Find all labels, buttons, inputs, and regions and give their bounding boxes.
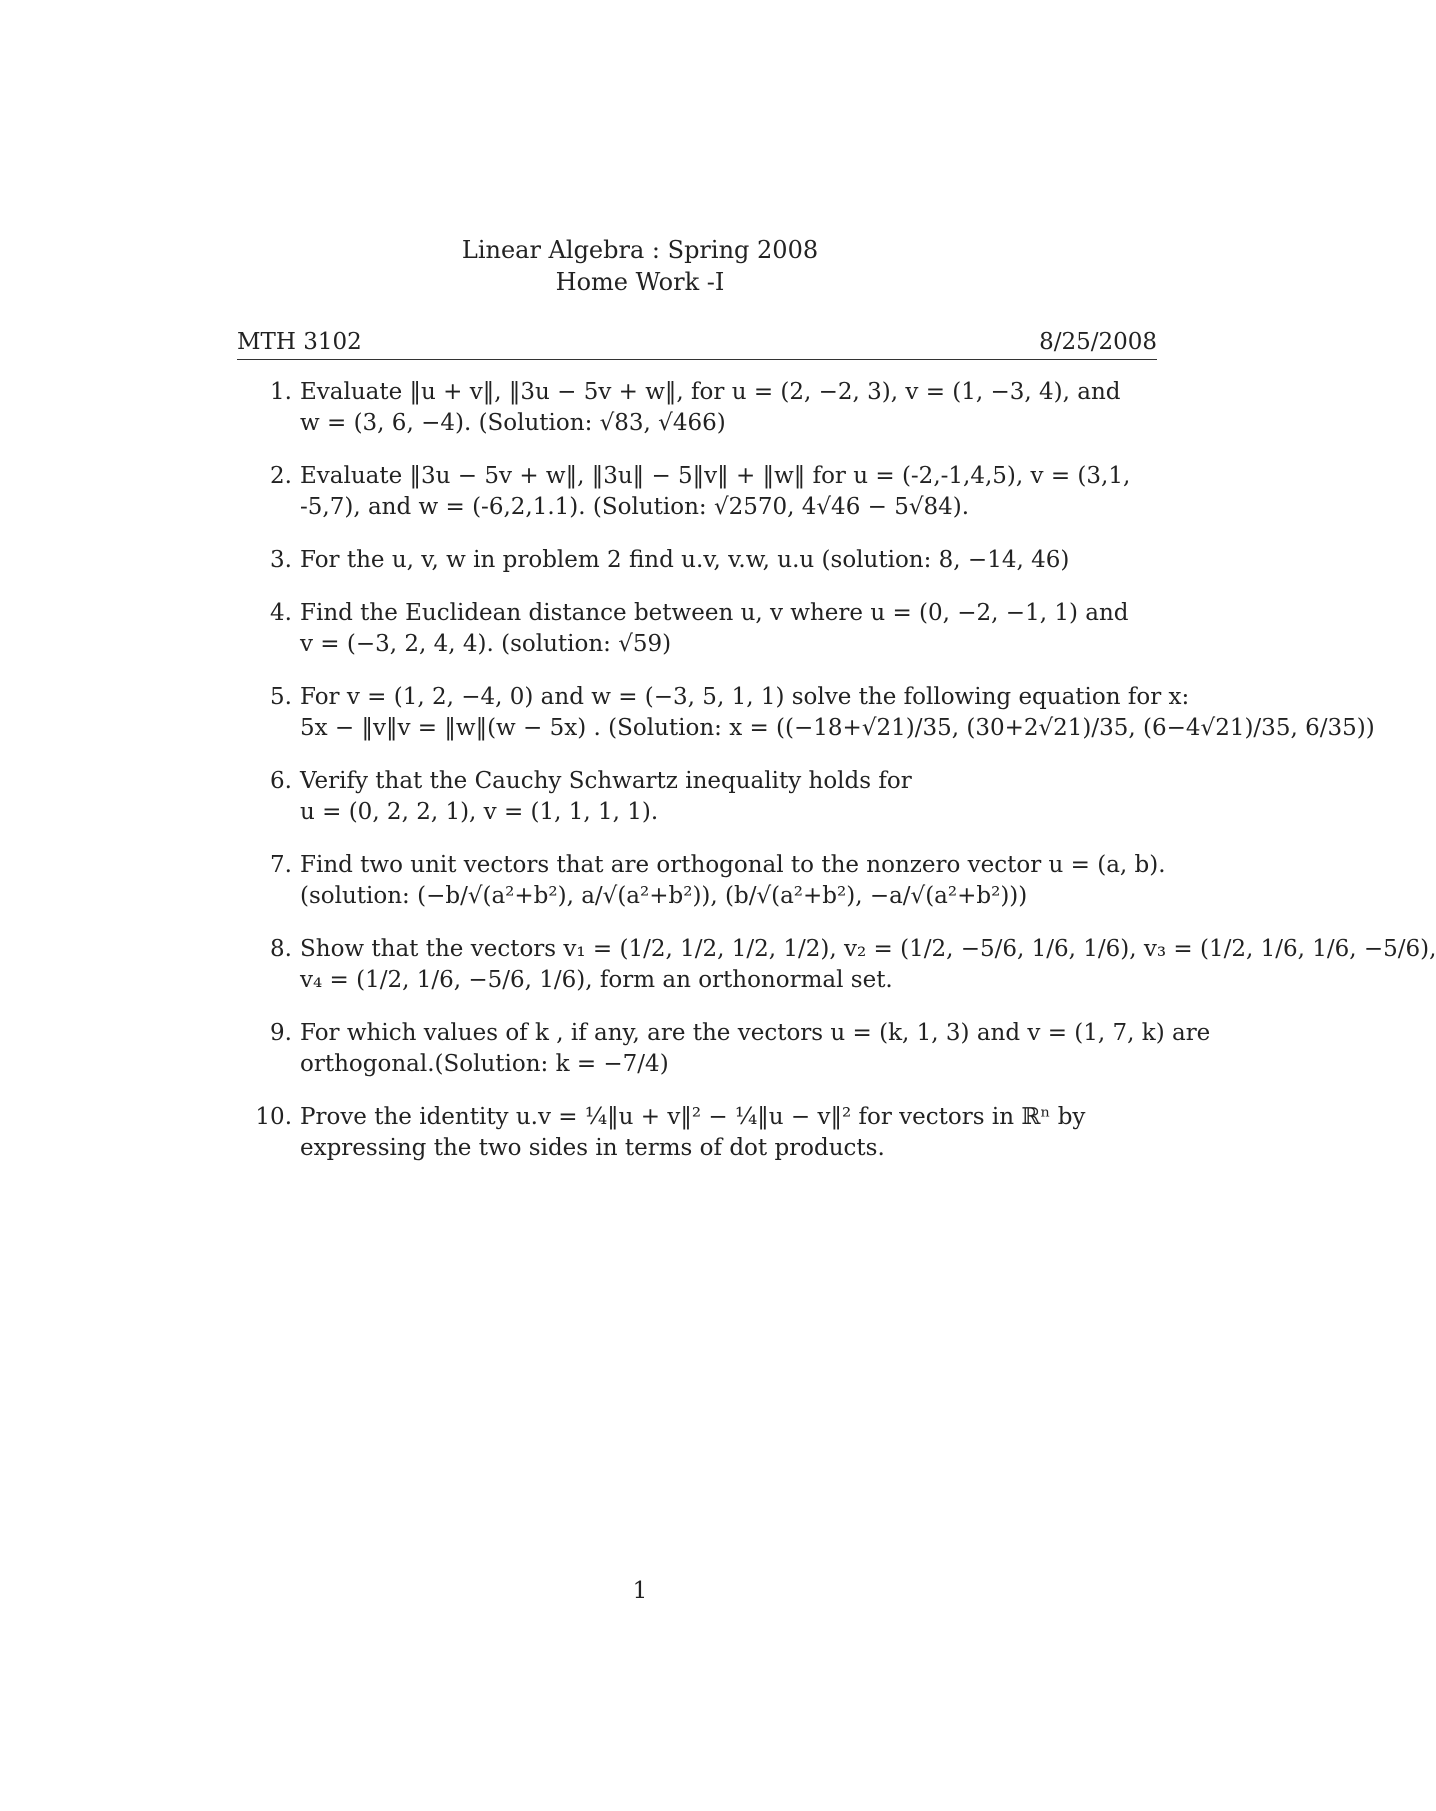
problem-text-line: Verify that the Cauchy Schwartz inequality holds for bbox=[300, 768, 912, 794]
problem-number: 2. bbox=[270, 463, 292, 489]
problem-text-line: Show that the vectors v₁ = (1/2, 1/2, 1/2, 1/2), v₂ = (1/2, −5/6, 1/6, 1/6), v₃ = (1/2, 1/6, 1/6, −5/6), bbox=[300, 936, 1436, 962]
problem-text-line: Evaluate ‖u + v‖, ‖3u − 5v + w‖, for u = (2, −2, 3), v = (1, −3, 4), and bbox=[300, 379, 1121, 405]
document-title bbox=[0, 234, 1280, 298]
header-row bbox=[237, 327, 1157, 360]
problem-text-line: Find two unit vectors that are orthogonal to the nonzero vector u = (a, b). bbox=[300, 852, 1166, 878]
problem-9 bbox=[252, 1018, 1211, 1080]
problem-number: 9. bbox=[270, 1020, 292, 1046]
problem-text-line: Prove the identity u.v = ¼‖u + v‖² − ¼‖u − v‖² for vectors in ℝⁿ by bbox=[300, 1104, 1086, 1130]
title-line-2: Home Work -I bbox=[555, 268, 725, 296]
problem-text-line: v₄ = (1/2, 1/6, −5/6, 1/6), form an orthonormal set. bbox=[300, 967, 893, 993]
problem-text-line: Find the Euclidean distance between u, v where u = (0, −2, −1, 1) and bbox=[300, 600, 1129, 626]
problem-1 bbox=[252, 377, 1162, 439]
problem-text-line: For which values of k , if any, are the vectors u = (k, 1, 3) and v = (1, 7, k) are bbox=[300, 1020, 1211, 1046]
title-line-1: Linear Algebra : Spring 2008 bbox=[461, 236, 819, 264]
problem-7 bbox=[252, 850, 1166, 912]
problem-number: 3. bbox=[270, 547, 292, 573]
problem-text-line: Evaluate ‖3u − 5v + w‖, ‖3u‖ − 5‖v‖ + ‖w‖ for u = (-2,-1,4,5), v = (3,1, bbox=[300, 463, 1131, 489]
problem-number: 1. bbox=[270, 379, 292, 405]
problem-number: 6. bbox=[270, 768, 292, 794]
problem-10 bbox=[252, 1102, 1162, 1164]
problem-text-line: v = (−3, 2, 4, 4). (solution: √59) bbox=[300, 631, 672, 657]
problem-8 bbox=[252, 934, 1436, 996]
problem-text-line: 5x − ‖v‖v = ‖w‖(w − 5x) . (Solution: x = ((−18+√21)/35, (30+2√21)/35, (6−4√21)/35, 6/35)) bbox=[300, 715, 1375, 741]
problem-5 bbox=[252, 682, 1375, 744]
problem-text-line: -5,7), and w = (-6,2,1.1). (Solution: √2570, 4√46 − 5√84). bbox=[300, 494, 970, 520]
problem-number: 7. bbox=[270, 852, 292, 878]
page-number: 1 bbox=[632, 1578, 648, 1604]
problem-text-line: u = (0, 2, 2, 1), v = (1, 1, 1, 1). bbox=[300, 799, 659, 825]
problem-4 bbox=[252, 598, 1162, 660]
problem-6 bbox=[252, 766, 1162, 828]
problem-2 bbox=[252, 461, 1162, 523]
problem-list bbox=[252, 377, 1436, 1186]
problem-text-line: orthogonal.(Solution: k = −7/4) bbox=[300, 1051, 669, 1077]
problem-number: 10. bbox=[255, 1104, 292, 1130]
assignment-date: 8/25/2008 bbox=[1039, 329, 1157, 355]
problem-text-line: expressing the two sides in terms of dot products. bbox=[300, 1135, 885, 1161]
problem-3 bbox=[252, 545, 1162, 576]
problem-number: 8. bbox=[270, 936, 292, 962]
problem-text-line: For the u, v, w in problem 2 find u.v, v.w, u.u (solution: 8, −14, 46) bbox=[300, 547, 1070, 573]
problem-text-line: w = (3, 6, −4). (Solution: √83, √466) bbox=[300, 410, 726, 436]
course-code: MTH 3102 bbox=[237, 329, 362, 355]
problem-number: 5. bbox=[270, 684, 292, 710]
problem-number: 4. bbox=[270, 600, 292, 626]
problem-text-line: (solution: (−b/√(a²+b²), a/√(a²+b²)), (b/√(a²+b²), −a/√(a²+b²))) bbox=[300, 883, 1028, 909]
problem-text-line: For v = (1, 2, −4, 0) and w = (−3, 5, 1, 1) solve the following equation for x: bbox=[300, 684, 1190, 710]
